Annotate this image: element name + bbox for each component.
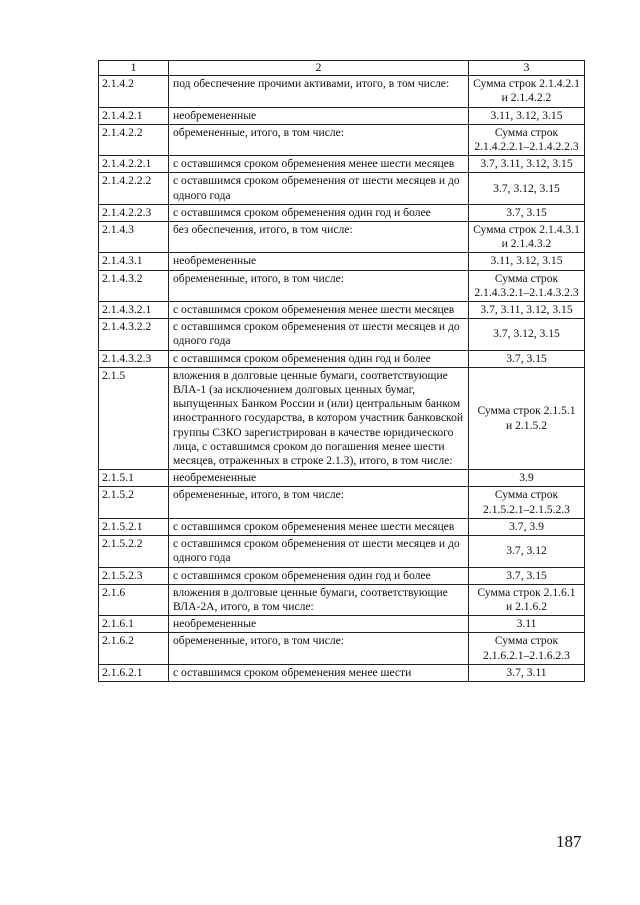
row-code: 2.1.5 — [99, 367, 169, 469]
row-description: необремененные — [169, 107, 469, 124]
row-description: обремененные, итого, в том числе: — [169, 124, 469, 155]
row-reference: 3.11 — [469, 616, 585, 633]
row-reference: Сумма строк 2.1.4.2.1 и 2.1.4.2.2 — [469, 76, 585, 107]
row-description: с оставшимся сроком обременения от шести месяцев и до одного года — [169, 319, 469, 350]
table-body — [99, 76, 585, 682]
row-description: вложения в долговые ценные бумаги, соответствующие ВЛА-2А, итого, в том числе: — [169, 584, 469, 615]
table-header-row — [99, 61, 585, 76]
table-row — [99, 584, 585, 615]
table-row — [99, 518, 585, 535]
table-row — [99, 204, 585, 221]
column-header-1: 1 — [99, 61, 169, 76]
row-reference: Сумма строк 2.1.5.1 и 2.1.5.2 — [469, 367, 585, 469]
row-reference: 3.7, 3.15 — [469, 204, 585, 221]
row-reference: 3.7, 3.9 — [469, 518, 585, 535]
row-description: обремененные, итого, в том числе: — [169, 633, 469, 664]
row-code: 2.1.4.2.2.2 — [99, 173, 169, 204]
row-description: вложения в долговые ценные бумаги, соответствующие ВЛА-1 (за исключением долговых ценных бумаг, выпущенных Банком России и (или) центральным банком иностранного государства, в котором участник банковской группы СЗКО зарегистрирован в качестве юридического лица, с оставшимся сроком до погашения менее шести месяцев, отраженных в строке 2.1.3), итого, в том числе: — [169, 367, 469, 469]
row-code: 2.1.4.3.1 — [99, 253, 169, 270]
row-reference: 3.9 — [469, 470, 585, 487]
row-description: необремененные — [169, 616, 469, 633]
row-description: под обеспечение прочими активами, итого, в том числе: — [169, 76, 469, 107]
table-row — [99, 302, 585, 319]
row-code: 2.1.5.2 — [99, 487, 169, 518]
table-row — [99, 173, 585, 204]
table-row — [99, 536, 585, 567]
row-description: с оставшимся сроком обременения менее шести месяцев — [169, 518, 469, 535]
row-reference: 3.7, 3.12, 3.15 — [469, 319, 585, 350]
row-description: без обеспечения, итого, в том числе: — [169, 222, 469, 253]
row-description: обремененные, итого, в том числе: — [169, 270, 469, 301]
row-code: 2.1.4.3.2.2 — [99, 319, 169, 350]
table-row — [99, 633, 585, 664]
row-reference: 3.7, 3.11, 3.12, 3.15 — [469, 156, 585, 173]
row-reference: Сумма строк 2.1.6.1 и 2.1.6.2 — [469, 584, 585, 615]
table-row — [99, 470, 585, 487]
table-row — [99, 616, 585, 633]
row-code: 2.1.4.3.2.1 — [99, 302, 169, 319]
row-code: 2.1.5.2.2 — [99, 536, 169, 567]
row-reference: Сумма строк 2.1.4.2.2.1–2.1.4.2.2.3 — [469, 124, 585, 155]
table-row — [99, 350, 585, 367]
row-reference: Сумма строк 2.1.4.3.1 и 2.1.4.3.2 — [469, 222, 585, 253]
row-reference: 3.7, 3.15 — [469, 350, 585, 367]
row-code: 2.1.5.2.1 — [99, 518, 169, 535]
row-reference: 3.7, 3.15 — [469, 567, 585, 584]
row-description: с оставшимся сроком обременения один год и более — [169, 567, 469, 584]
table-row — [99, 222, 585, 253]
table-row — [99, 270, 585, 301]
page-number: 187 — [556, 832, 582, 851]
row-description: с оставшимся сроком обременения один год и более — [169, 350, 469, 367]
column-header-3: 3 — [469, 61, 585, 76]
row-reference: 3.7, 3.12, 3.15 — [469, 173, 585, 204]
column-header-2: 2 — [169, 61, 469, 76]
row-code: 2.1.4.2 — [99, 76, 169, 107]
table-row — [99, 76, 585, 107]
row-reference: Сумма строк 2.1.4.3.2.1–2.1.4.3.2.3 — [469, 270, 585, 301]
table-row — [99, 487, 585, 518]
row-description: с оставшимся сроком обременения от шести месяцев и до одного года — [169, 536, 469, 567]
table-row — [99, 567, 585, 584]
row-code: 2.1.6.1 — [99, 616, 169, 633]
row-description: с оставшимся сроком обременения менее шести — [169, 664, 469, 681]
row-description: с оставшимся сроком обременения менее шести месяцев — [169, 302, 469, 319]
table-row — [99, 124, 585, 155]
row-code: 2.1.6.2 — [99, 633, 169, 664]
row-description: необремененные — [169, 253, 469, 270]
table-row — [99, 253, 585, 270]
table-row — [99, 319, 585, 350]
row-code: 2.1.4.3.2.3 — [99, 350, 169, 367]
row-reference: 3.7, 3.11 — [469, 664, 585, 681]
row-code: 2.1.4.2.2 — [99, 124, 169, 155]
table-row — [99, 156, 585, 173]
document-table — [98, 60, 585, 682]
row-reference: 3.11, 3.12, 3.15 — [469, 107, 585, 124]
row-reference: Сумма строк 2.1.5.2.1–2.1.5.2.3 — [469, 487, 585, 518]
row-code: 2.1.4.2.1 — [99, 107, 169, 124]
row-reference: Сумма строк 2.1.6.2.1–2.1.6.2.3 — [469, 633, 585, 664]
row-code: 2.1.4.2.2.1 — [99, 156, 169, 173]
row-reference: 3.11, 3.12, 3.15 — [469, 253, 585, 270]
table-row — [99, 664, 585, 681]
row-description: с оставшимся сроком обременения один год и более — [169, 204, 469, 221]
row-code: 2.1.4.3.2 — [99, 270, 169, 301]
row-description: обремененные, итого, в том числе: — [169, 487, 469, 518]
row-code: 2.1.5.1 — [99, 470, 169, 487]
row-code: 2.1.6.2.1 — [99, 664, 169, 681]
row-reference: 3.7, 3.11, 3.12, 3.15 — [469, 302, 585, 319]
row-reference: 3.7, 3.12 — [469, 536, 585, 567]
row-description: с оставшимся сроком обременения от шести месяцев и до одного года — [169, 173, 469, 204]
table-row — [99, 107, 585, 124]
row-description: необремененные — [169, 470, 469, 487]
row-code: 2.1.4.2.2.3 — [99, 204, 169, 221]
row-description: с оставшимся сроком обременения менее шести месяцев — [169, 156, 469, 173]
row-code: 2.1.4.3 — [99, 222, 169, 253]
row-code: 2.1.5.2.3 — [99, 567, 169, 584]
table-row — [99, 367, 585, 469]
row-code: 2.1.6 — [99, 584, 169, 615]
